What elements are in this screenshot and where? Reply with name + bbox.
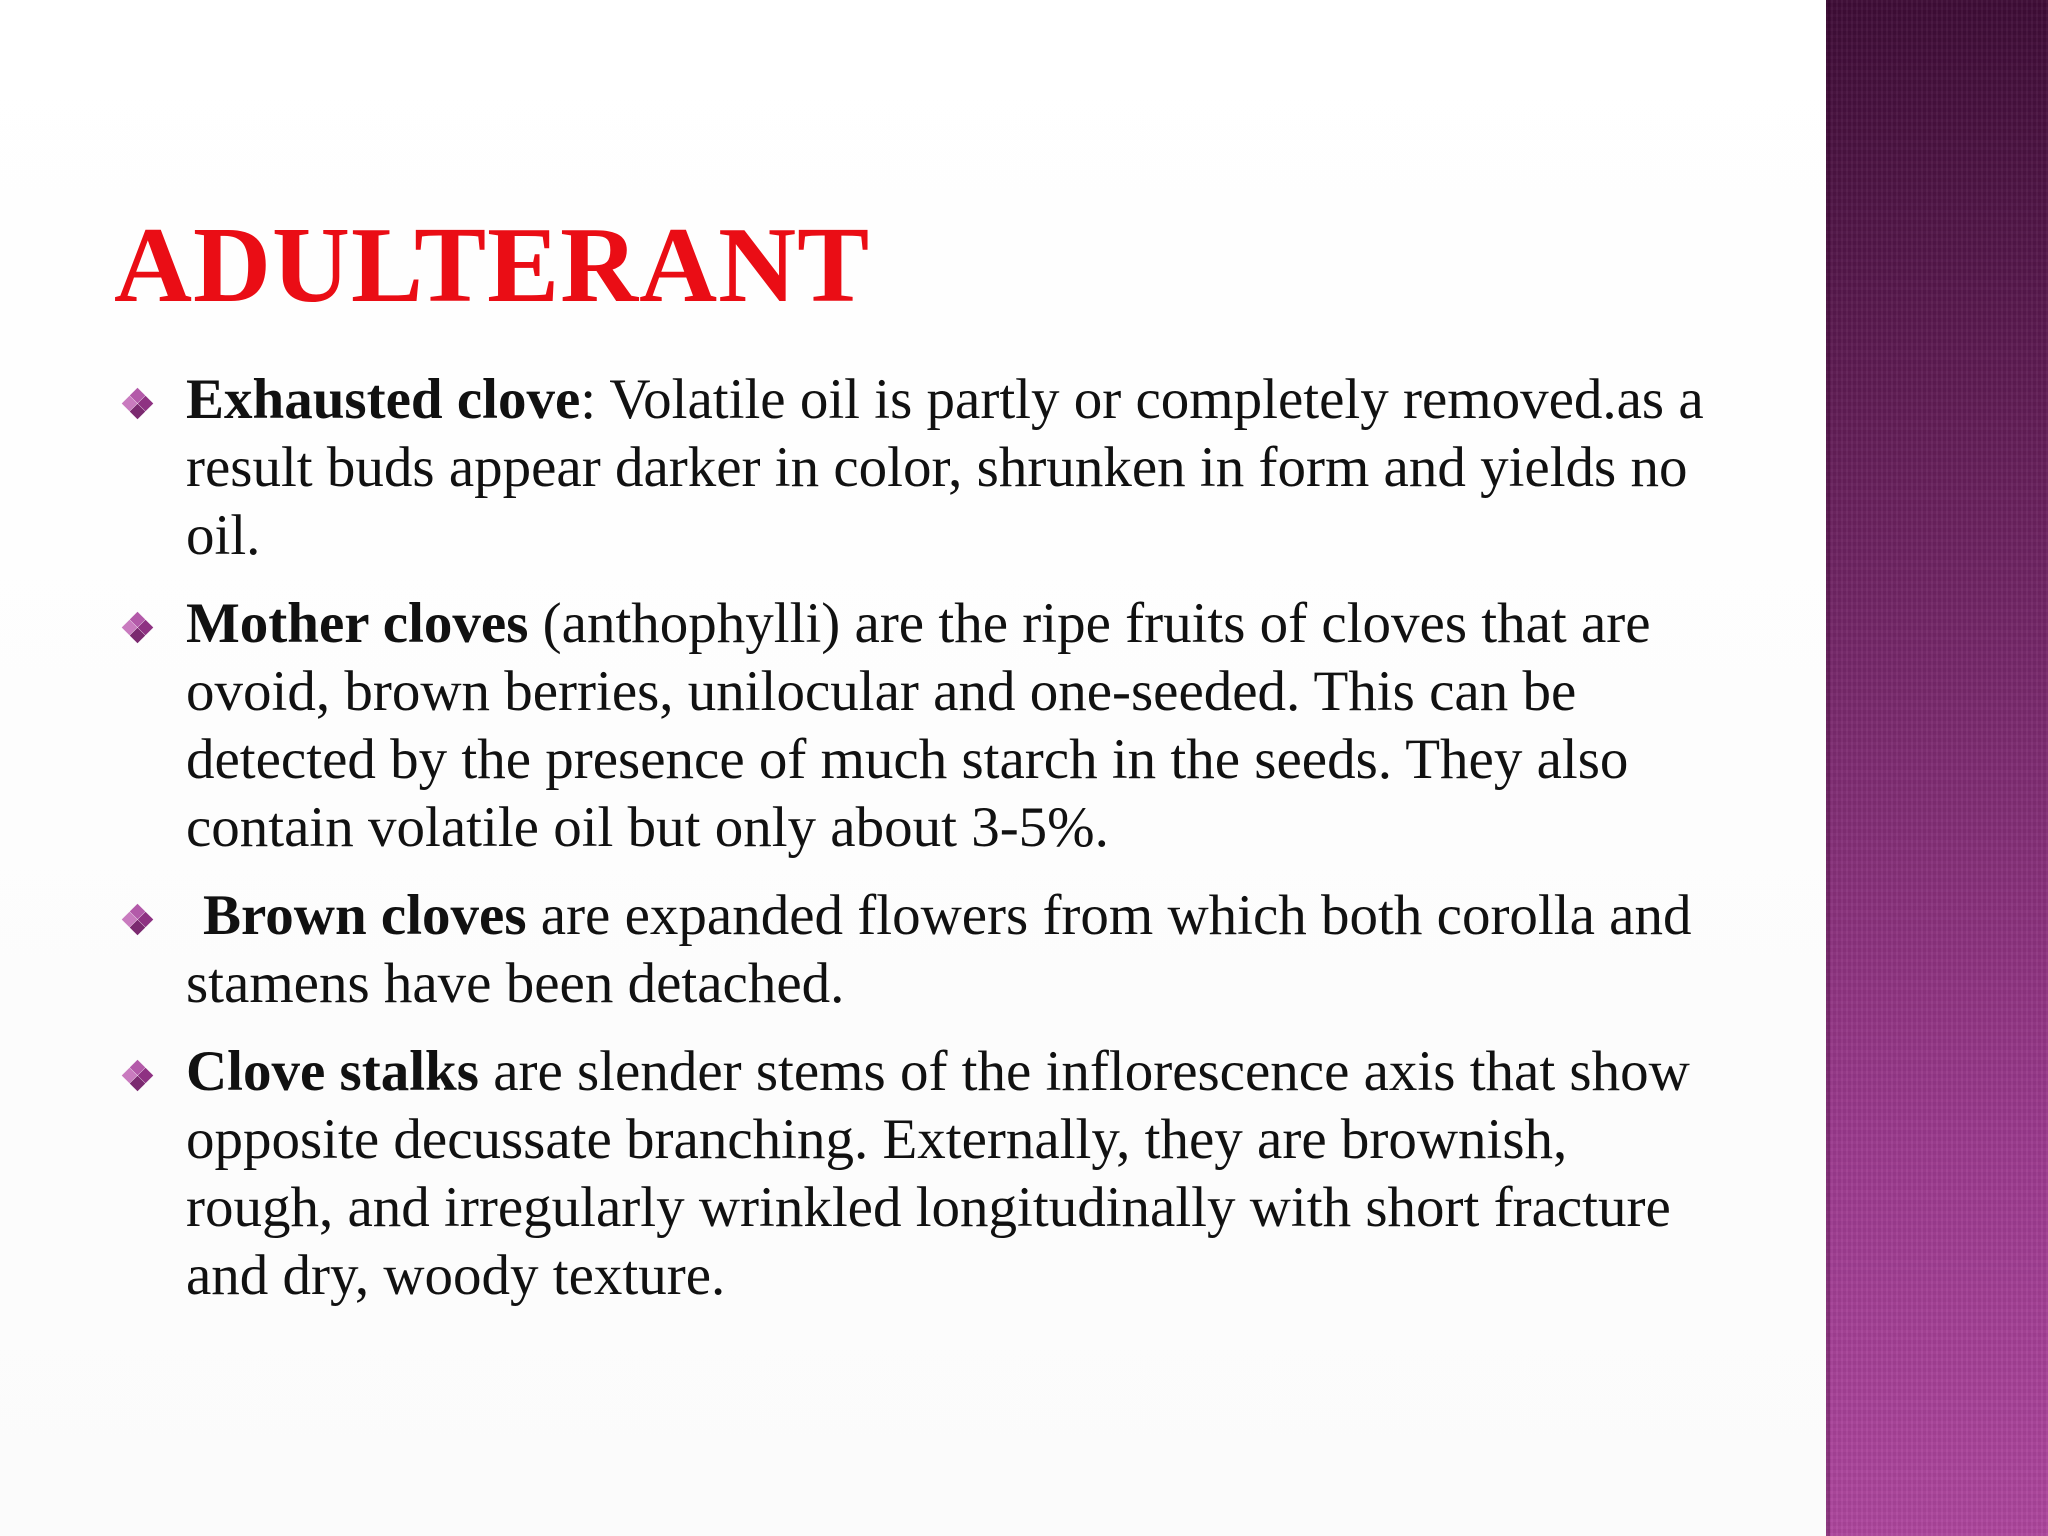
decorative-side-band	[1826, 0, 2048, 1536]
bullet-mother-cloves	[124, 590, 1724, 862]
bullet-exhausted-clove	[124, 366, 1724, 570]
bullet-text: are slender stems of the inflorescence axis that show opposite decussate branching. Externally, they are brownish, rough, and irregularly wrinkled longitudinally with short fracture and dry, woody texture.	[186, 1040, 1690, 1307]
bullet-text: are expanded flowers from which both corolla and stamens have been detached.	[186, 884, 1692, 1015]
side-band-texture	[1826, 0, 2048, 1536]
bullet-brown-cloves	[124, 882, 1724, 1018]
bullet-text: : Volatile oil is partly or completely removed.as a result buds appear darker in color, shrunken in form and yields no oil.	[186, 368, 1704, 567]
bullet-clove-stalks	[124, 1038, 1724, 1310]
four-diamond-bullet-icon	[124, 1062, 152, 1090]
side-band-edge	[1826, 0, 1830, 1536]
bullet-list	[124, 366, 1724, 1330]
bullet-term: Exhausted clove	[186, 368, 581, 431]
four-diamond-bullet-icon	[124, 390, 152, 418]
slide-title: ADULTERANT	[114, 206, 871, 325]
bullet-term: Brown cloves	[203, 884, 527, 947]
four-diamond-bullet-icon	[124, 614, 152, 642]
bullet-term: Mother cloves	[186, 592, 529, 655]
four-diamond-bullet-icon	[124, 906, 152, 934]
bullet-term: Clove stalks	[186, 1040, 479, 1103]
bullet-text: (anthophylli) are the ripe fruits of cloves that are ovoid, brown berries, unilocular and one-seeded. This can be detected by the presence of much starch in the seeds. They also contain volatile oil but only about 3-5%.	[186, 592, 1651, 859]
